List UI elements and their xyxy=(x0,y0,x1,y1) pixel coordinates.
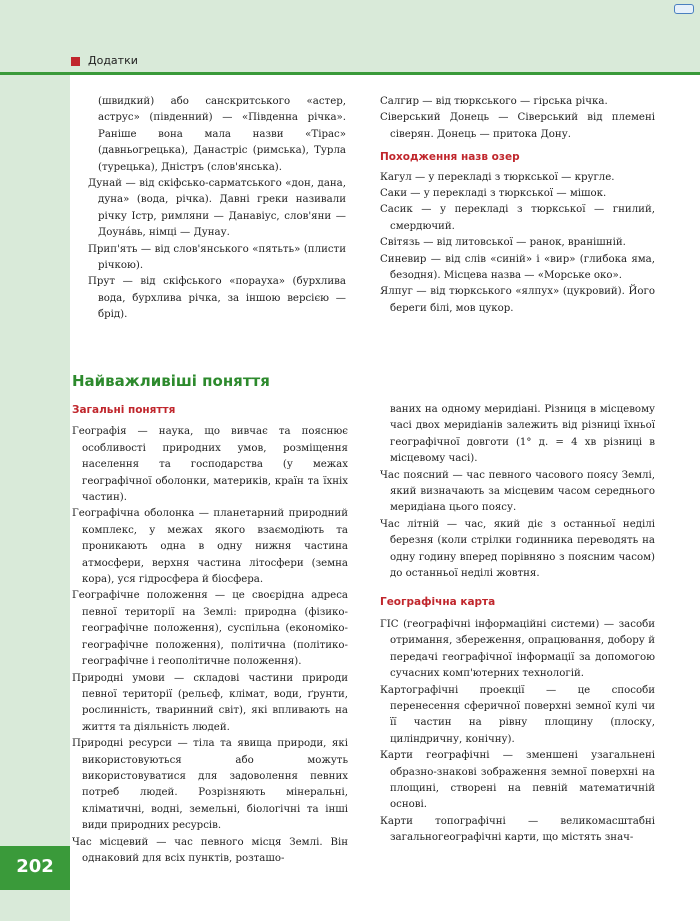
top-left-column xyxy=(88,94,346,324)
main-heading: Найважливіші поняття xyxy=(72,372,270,390)
concept-entry: Час місцевий — час певного місця Землі. Він однаковий для всіх пунктів, розташо- xyxy=(72,836,348,864)
river-entry-danube: Дунай — від скіфсько-сарматського «дон, дана, дуна» (вода, річка). Давні греки називали річку Істр, римляни — Данавіус, слов'яни — Доуна́вь, німці — Дунау. xyxy=(88,178,346,239)
concept-entry: Природні умови — складові частини природи певної території (рельєф, клімат, води, ґрунти, рослинність, тваринний світ), які впливають на життя та діяльність людей. xyxy=(72,672,348,733)
lake-entry: Саки — у перекладі з тюркської — мішок. xyxy=(380,188,607,200)
section-marker-icon xyxy=(71,57,80,66)
concept-entry: Географія — наука, що вивчає та пояснює особливості природних умов, розміщення населення та господарства (у межах географічної оболонки, материків, країн та їхніх частин). xyxy=(72,426,348,504)
lake-entry: Сасик — у перекладі з тюркської — гнилий, смердючий. xyxy=(380,204,655,232)
river-entry-siverskyi-donets: Сіверський Донець — Сіверський від племені сіверян. Донець — притока Дону. xyxy=(380,112,655,140)
river-entry-prypiat: Прип'ять — від слов'янського «пятьть» (плисти річкою). xyxy=(88,243,346,272)
header-divider xyxy=(0,72,700,75)
concept-entry: Час поясний — час певного часового поясу Землі, який визначають за місцевим часом середнього меридіана цього поясу. xyxy=(380,469,655,514)
geographic-map-heading: Географічна карта xyxy=(380,596,496,609)
right-concepts-column xyxy=(380,402,655,847)
lake-entry: Кагул — у перекладі з тюркської — круглe. xyxy=(380,171,615,183)
lakes-heading: Походження назв озер xyxy=(380,151,520,164)
concept-entry: Картографічні проекції — це способи перенесення сферичної поверхні земної кулі чи її частин на рівну площину (плоску, циліндричну, конічну). xyxy=(380,684,655,745)
left-margin-bar xyxy=(0,75,70,921)
general-concepts-column xyxy=(72,402,348,867)
concept-entry: Карти топографічні — великомасштабні загальногеографічні карти, що містять знач- xyxy=(380,815,655,844)
concept-entry: Час літній — час, який діє з останньої неділі березня (коли стрілки годинника переводять на одну годину вперед порівняно з поясним часом) до останньої неділі жовтня. xyxy=(380,518,655,580)
text-block: (швидкий) або санскритського «астер, аструс» (південний) — «Південна річка». Раніше вона мала назви «Тірас» (давньогрецька), Данастріс (римська), Турла (турецька), Дністръ (слов'янська). xyxy=(98,96,346,173)
concept-entry: Природні ресурси — тіла та явища природи, які використовуються або можуть використовуватися для задоволення певних потреб людей. Розрізняють мінеральні, кліматичні, водні, земельні, біологічні та інші види природних ресурсів. xyxy=(72,738,348,832)
concept-entry: Географічна оболонка — планетарний природний комплекс, у межах якого взаємодіють та проникають одна в одну нижня частина атмосфери, верхня частина літосфери (земна кора), уся гідросфера й біосфера. xyxy=(72,508,348,586)
general-concepts-heading: Загальні поняття xyxy=(72,404,176,416)
river-entry-prut: Прут — від скіфського «порауха» (бурхлива вода, бурхлива річка, за іншою версією — брід). xyxy=(88,276,346,321)
publisher-logo-icon xyxy=(674,4,694,14)
lake-entry: Світязь — від литовської — ранок, вранішній. xyxy=(380,237,626,249)
lake-entry: Ялпуг — від тюркського «ялпух» (цукровий). Його береги білі, мов цукор. xyxy=(380,286,655,314)
concept-entry: Географічне положення — це своєрідна адреса певної території на Землі: природна (фізико-географічне положення), суспільна (економіко-географічне положення), політична (політико-географічне і геополітичне положення). xyxy=(72,590,348,668)
text-block: ваних на одному меридіані. Різниця в місцевому часі двох меридіанів залежить від різниці їхньої географічної довготи (1° д. = 4 хв різниці в місцевому часі). xyxy=(390,404,655,465)
section-label: Додатки xyxy=(88,54,138,67)
top-right-column xyxy=(380,94,655,317)
concept-entry: Карти географічні — зменшені узагальнені образно-знакові зображення земної поверхні на площині, створені на певній математичній основі. xyxy=(380,750,655,811)
river-entry-salhyr: Салгир — від тюркського — гірська річка. xyxy=(380,96,608,107)
concept-entry: ГІС (географічні інформаційні системи) — засоби отримання, збереження, опрацювання, добору й передачі географічної інформації за допомогою сучасних комп'ютерних технологій. xyxy=(380,618,655,680)
lake-entry: Синевир — від слів «синій» і «вир» (глибока яма, безодня). Місцева назва — «Морське око». xyxy=(380,253,655,282)
page-number: 202 xyxy=(16,856,54,877)
